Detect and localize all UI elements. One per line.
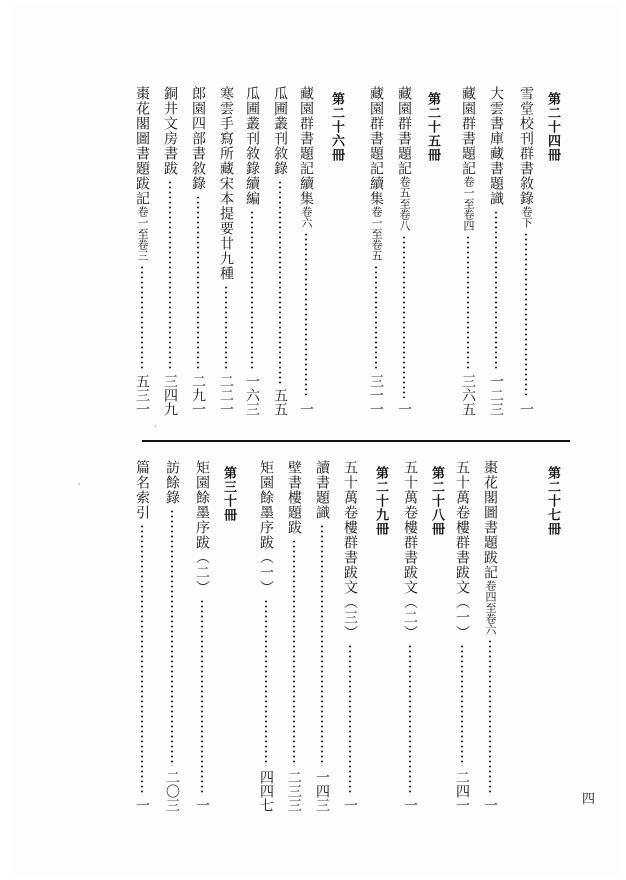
toc-entry — [160, 86, 180, 416]
entry-title: 壁書樓題跋 — [286, 460, 302, 535]
toc-entry — [216, 86, 236, 416]
entry-page-number: 一 — [134, 798, 150, 812]
entry-page-number: 五三一 — [134, 374, 150, 416]
volume-label: 第二十八冊 — [429, 466, 444, 536]
dot-leader — [293, 539, 295, 766]
entry-title: 讀書題識 — [314, 460, 330, 520]
folio-page-number: 四 — [582, 792, 596, 807]
toc-entry — [366, 86, 386, 416]
volume-label: 第二十九冊 — [373, 466, 388, 536]
toc-entry — [270, 86, 290, 416]
entry-title: 寒雲手寫所藏宋本提要廿九種 — [218, 86, 234, 281]
entry-title: 藏園群書題記續集 — [368, 86, 384, 206]
dot-leader — [489, 639, 491, 794]
volume-label: 第二十五冊 — [425, 92, 440, 162]
volume-heading — [326, 92, 346, 162]
dot-leader — [197, 195, 199, 370]
toc-entry — [192, 460, 212, 812]
entry-page-number: 一 — [482, 798, 498, 812]
entry-page-number: 一二三 — [488, 374, 504, 416]
entry-volume-range: 卷六 — [300, 206, 313, 228]
dot-leader — [169, 180, 171, 370]
volume-label: 第二十七冊 — [545, 466, 560, 536]
entry-title: 訪餘錄 — [164, 460, 180, 505]
entry-volume-range: 卷一至卷四 — [462, 176, 475, 231]
toc-entry — [394, 86, 414, 416]
dot-leader — [251, 210, 253, 370]
dot-leader — [225, 285, 227, 370]
entry-title: 大雲書庫藏書題識 — [488, 86, 504, 206]
dot-leader — [321, 524, 323, 766]
entry-title: 雪堂校刊群書敘錄 — [518, 86, 534, 206]
dot-leader — [141, 524, 143, 794]
entry-volume-range: 卷五至卷八 — [398, 176, 411, 231]
toc-entry — [312, 460, 332, 812]
toc-entry — [162, 460, 182, 812]
toc-entry — [284, 460, 304, 812]
entry-title: 藏園群書題記 — [396, 86, 412, 176]
entry-page-number: 一 — [402, 798, 418, 812]
volume-heading — [218, 466, 238, 522]
toc-entry — [452, 460, 472, 812]
half-divider-rule — [142, 440, 570, 442]
entry-page-number: 一六三 — [244, 374, 260, 416]
dot-leader — [403, 235, 405, 398]
entry-page-number: 二三三 — [286, 770, 302, 812]
dot-leader — [409, 644, 411, 794]
stray-mark: · — [154, 422, 157, 431]
dot-leader — [171, 509, 173, 766]
toc-entry — [188, 86, 208, 416]
entry-volume-range: 卷一至卷三 — [136, 206, 149, 261]
dot-leader — [201, 599, 203, 794]
entry-page-number: 五五 — [272, 388, 288, 416]
toc-entry — [516, 86, 536, 416]
dot-leader — [375, 265, 377, 370]
dot-leader — [305, 232, 307, 398]
entry-title: 矩園餘墨序跋（二） — [194, 460, 210, 595]
toc-entry — [480, 460, 500, 812]
dot-leader — [461, 644, 463, 766]
volume-heading — [426, 466, 446, 536]
dot-leader — [525, 232, 527, 398]
dot-leader — [467, 235, 469, 370]
volume-heading — [370, 466, 390, 536]
entry-page-number: 四四七 — [258, 770, 274, 812]
volume-heading — [422, 92, 442, 162]
toc-entry — [458, 86, 478, 416]
entry-title: 五十萬卷樓群書跋文（一） — [454, 460, 470, 640]
toc-entry — [242, 86, 262, 416]
volume-heading — [542, 466, 562, 536]
volume-label: 第二十四冊 — [545, 92, 560, 162]
entry-page-number: 二四一 — [454, 770, 470, 812]
entry-page-number: 一 — [342, 798, 358, 812]
toc-entry — [340, 460, 360, 812]
entry-title: 瓜圃叢刊敘錄續編 — [244, 86, 260, 206]
entry-page-number: 一 — [396, 402, 412, 416]
entry-title: 瓜圃叢刊敘錄 — [272, 86, 288, 176]
entry-page-number: 二二一 — [218, 374, 234, 416]
entry-page-number: 一四三 — [314, 770, 330, 812]
dot-leader — [141, 265, 143, 370]
entry-page-number: 二九一 — [190, 374, 206, 416]
toc-entry — [400, 460, 420, 812]
volume-heading — [542, 92, 562, 162]
entry-page-number: 一 — [518, 402, 534, 416]
entry-page-number: 二〇三 — [164, 770, 180, 812]
dot-leader — [349, 644, 351, 794]
dot-leader — [495, 210, 497, 370]
entry-title: 五十萬卷樓群書跋文（三） — [342, 460, 358, 640]
toc-entry — [132, 460, 152, 812]
entry-title: 矩園餘墨序跋（一） — [258, 460, 274, 595]
toc-entry — [132, 86, 152, 416]
entry-volume-range: 卷四至卷六 — [484, 580, 497, 635]
entry-title: 藏園群書題記續集 — [298, 86, 314, 206]
entry-page-number: 一 — [194, 798, 210, 812]
entry-volume-range: 卷下 — [520, 206, 533, 228]
stray-mark: · — [78, 480, 81, 489]
entry-title: 五十萬卷樓群書跋文（二） — [402, 460, 418, 640]
volume-label: 第二十六冊 — [329, 92, 344, 162]
entry-page-number: 一 — [298, 402, 314, 416]
entry-page-number: 三六五 — [460, 374, 476, 416]
entry-title: 棗花閣圖書題跋記 — [134, 86, 150, 206]
dot-leader — [279, 180, 281, 384]
entry-volume-range: 卷一至卷五 — [370, 206, 383, 261]
entry-title: 篇名索引 — [134, 460, 150, 520]
entry-page-number: 三四九 — [162, 374, 178, 416]
dot-leader — [265, 599, 267, 766]
volume-label: 第三十冊 — [221, 466, 236, 522]
entry-title: 藏園群書題記 — [460, 86, 476, 176]
entry-title: 銅井文房書跋 — [162, 86, 178, 176]
entry-title: 郎園四部書敘錄 — [190, 86, 206, 191]
toc-entry — [486, 86, 506, 416]
toc-entry — [256, 460, 276, 812]
entry-title: 棗花閣圖書題跋記 — [482, 460, 498, 580]
page — [12, 4, 620, 876]
toc-entry — [296, 86, 316, 416]
entry-page-number: 三一一 — [368, 374, 384, 416]
